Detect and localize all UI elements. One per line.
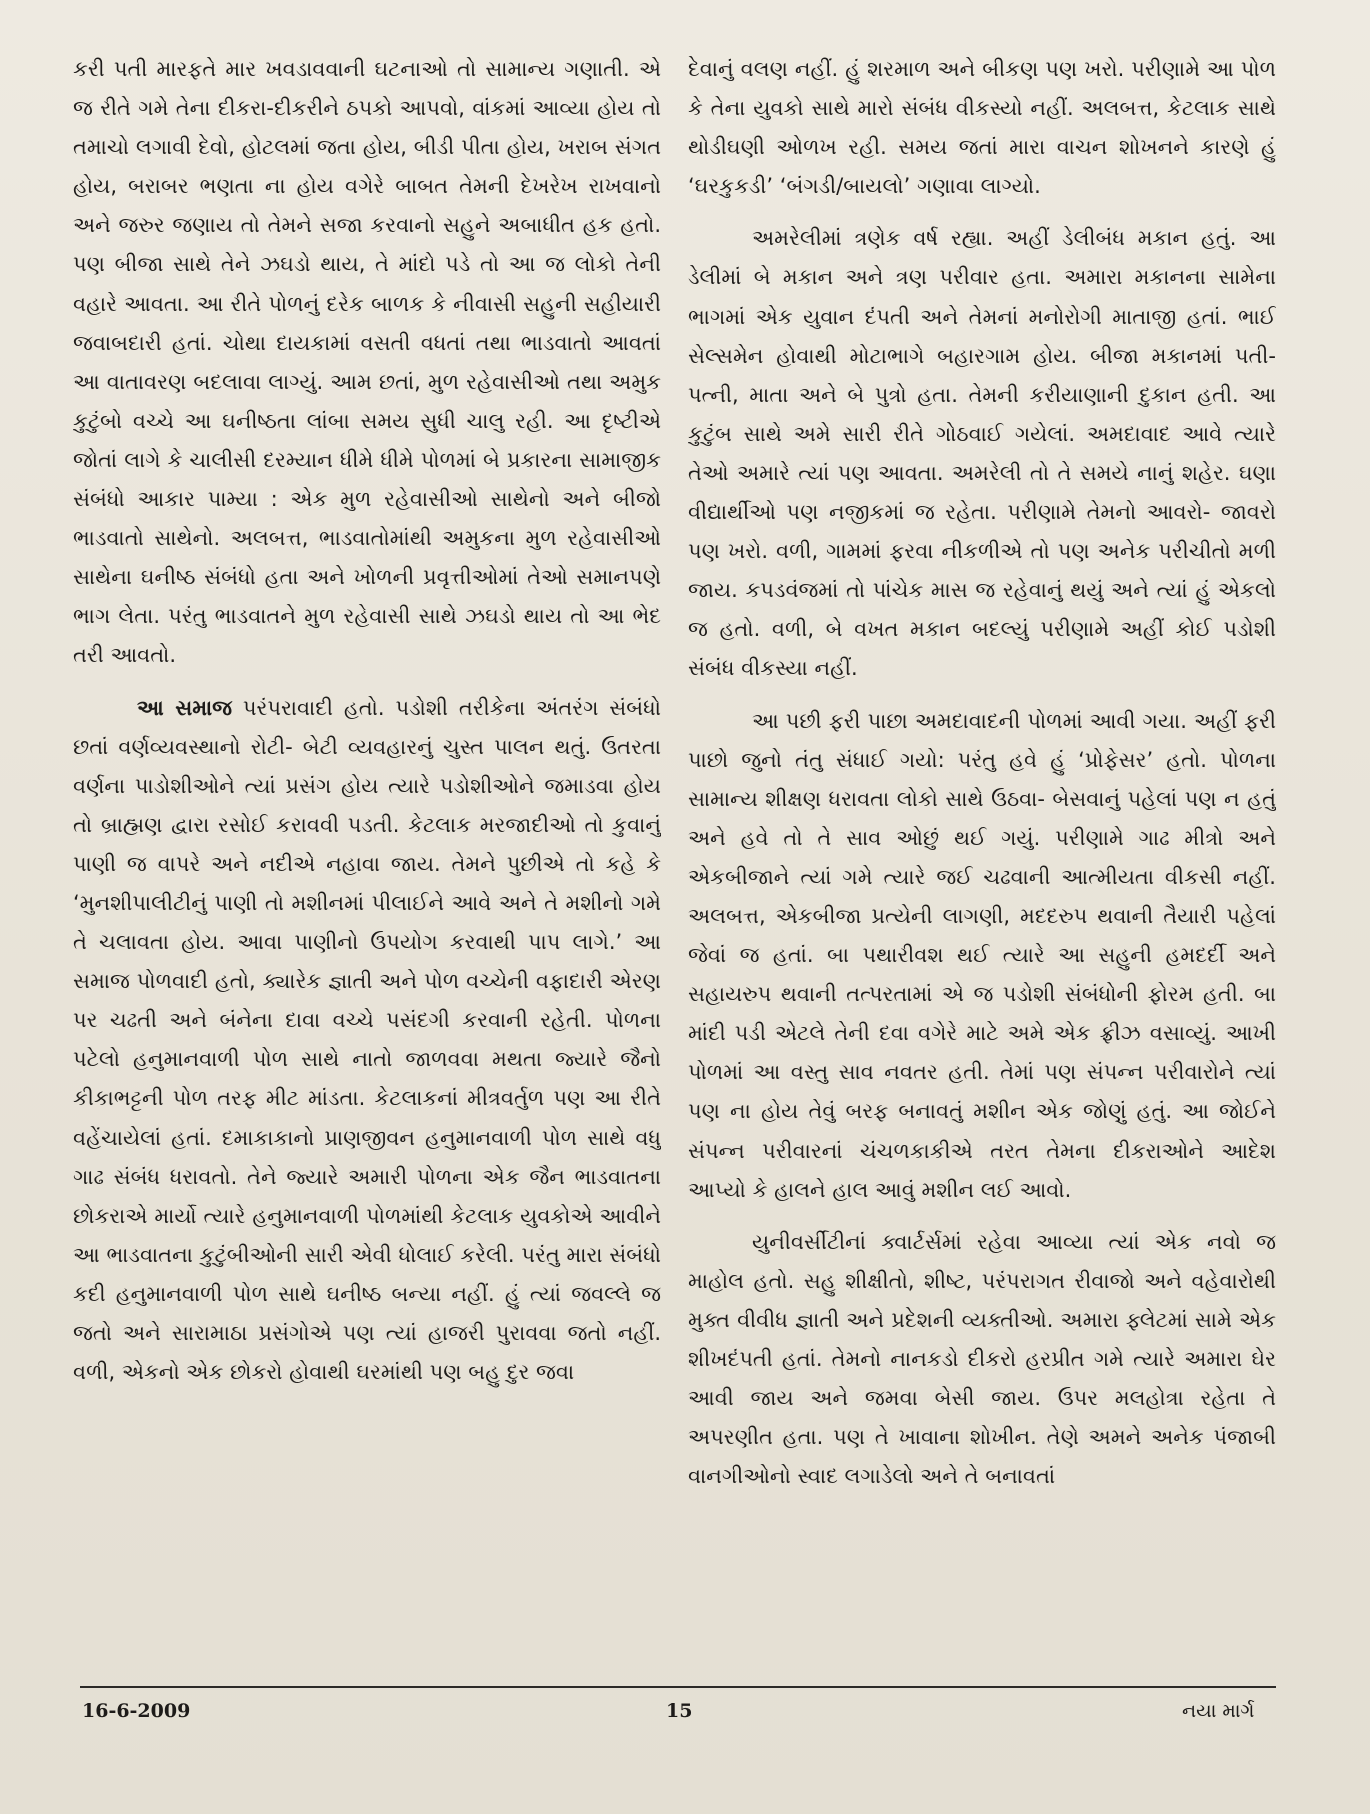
paragraph: યુનીવર્સીટીનાં ક્વાર્ટર્સમાં રહેવા આવ્યા ત્યાં એક નવો જ માહોલ હતો. સહુ શીક્ષીતો, શીષ્ટ, પરંપરાગત રીવાજો અને વહેવારોથી મુક્ત વીવીધ જ્ઞાતી અને પ્રદેશની વ્યક્તીઓ. અમારા ફ્લેટમાં સામે એક શીખદંપતી હતાં. તેમનો નાનકડો દીકરો હરપ્રીત ગમે ત્યારે અમારા ઘેર આવી જાય અને જમવા બેસી જાય. ઉપર મલહોત્રા રહેતા તે અપરણીત હતા. પણ તે ખાવાના શોખીન. તેણે અમને અનેક પંજાબી વાનગીઓનો સ્વાદ લગાડેલો અને તે બનાવતાં: [688, 1229, 1276, 1489]
footer-divider: [80, 1686, 1276, 1688]
paragraph-body: પરંપરાવાદી હતો. પડોશી તરીકેના અંતરંગ સંબંધો છતાં વર્ણવ્યવસ્થાનો રોટી- બેટી વ્યવહારનું ચુસ્ત પાલન થતું. ઉતરતા વર્ણના પાડોશીઓને ત્યાં પ્રસંગ હોય ત્યારે પડોશીઓને જમાડવા હોય તો બ્રાહ્મણ દ્વારા રસોઈ કરાવવી પડતી. કેટલાક મરજાદીઓ તો કુવાનું પાણી જ વાપરે અને નદીએ નહાવા જાય. તેમને પુછીએ તો કહે કે ‘મુનશીપાલીટીનું પાણી તો મશીનમાં પીલાઈને આવે અને તે મશીનો ગમે તે ચલાવતા હોય. આવા પાણીનો ઉપયોગ કરવાથી પાપ લાગે.’ આ સમાજ પોળવાદી હતો, ક્યારેક જ્ઞાતી અને પોળ વચ્ચેની વફાદારી એરણ પર ચઢતી અને બંનેના દાવા વચ્ચે પસંદગી કરવાની રહેતી. પોળના પટેલો હનુમાનવાળી પોળ સાથે નાતો જાળવવા મથતા જ્યારે જૈનો કીકાભટ્ટની પોળ તરફ મીટ માંડતા. કેટલાકનાં મીત્રવર્તુળ પણ આ રીતે વહેંચાયેલાં હતાં. દમાકાકાનો પ્રાણજીવન હનુમાનવાળી પોળ સાથે વધુ ગાઢ સંબંધ ધરાવતો. તેને જ્યારે અમારી પોળના એક જૈન ભાડવાતના છોકરાએ માર્યો ત્યારે હનુમાનવાળી પોળમાંથી કેટલાક યુવકોએ આવીને આ ભાડવાતના કુટુંબીઓની સારી એવી ધોલાઈ કરેલી. પરંતુ મારા સંબંધો કદી હનુમાનવાળી પોળ સાથે ઘનીષ્ઠ બન્યા નહીં. હું ત્યાં જવલ્લે જ જતો અને સારામાઠા પ્રસંગોએ પણ ત્યાં હાજરી પુરાવવા જતો નહીં. વળી, એકનો એક છોકરો હોવાથી ઘરમાંથી પણ બહુ દુર જવા: [73, 695, 661, 1385]
paragraph: આ પછી ફરી પાછા અમદાવાદની પોળમાં આવી ગયા. અહીં ફરી પાછો જુનો તંતુ સંધાઈ ગયો: પરંતુ હવે હું ‘પ્રોફેસર’ હતો. પોળના સામાન્ય શીક્ષણ ધરાવતા લોકો સાથે ઉઠવા- બેસવાનું પહેલાં પણ ન હતું અને હવે તો તે સાવ ઓછું થઈ ગયું. પરીણામે ગાઢ મીત્રો અને એકબીજાને ત્યાં ગમે ત્યારે જઈ ચઢવાની આત્મીયતા વીકસી નહીં. અલબત્ત, એકબીજા પ્રત્યેની લાગણી, મદદરુપ થવાની તૈયારી પહેલાં જેવાં જ હતાં. બા પથારીવશ થઈ ત્યારે આ સહુની હમદર્દી અને સહાયરુપ થવાની તત્પરતામાં એ જ પડોશી સંબંધોની ફોરમ હતી. બા માંદી પડી એટલે તેની દવા વગેરે માટે અમે એક ફ્રીઝ વસાવ્યું. આખી પોળમાં આ વસ્તુ સાવ નવતર હતી. તેમાં પણ સંપન્ન પરીવારોને ત્યાં પણ ના હોય તેવું બરફ બનાવતું મશીન એક જોણું હતું. આ જોઈને સંપન્ન પરીવારનાં ચંચળકાકીએ તરત તેમના દીકરાઓને આદેશ આપ્યો કે હાલને હાલ આવું મશીન લઈ આવો.: [688, 708, 1276, 1202]
publication-name: નયા માર્ગ: [1182, 1700, 1255, 1722]
paragraph: દેવાનું વલણ નહીં. હું શરમાળ અને બીકણ પણ ખરો. પરીણામે આ પોળ કે તેના યુવકો સાથે મારો સંબંધ વીકસ્યો નહીં. અલબત્ત, કેટલાક સાથે થોડીઘણી ઓળખ રહી. સમય જતાં મારા વાચન શોખનને કારણે હું ‘ઘરકુકડી’ ‘બંગડી/બાયલો’ ગણાવા લાગ્યો.: [688, 57, 1276, 199]
paragraph: [73, 689, 661, 1393]
page-number: 15: [666, 1700, 693, 1722]
paragraph: અમરેલીમાં ત્રણેક વર્ષ રહ્યા. અહીં ડેલીબંધ મકાન હતું. આ ડેલીમાં બે મકાન અને ત્રણ પરીવાર હતા. અમારા મકાનના સામેના ભાગમાં એક યુવાન દંપતી અને તેમનાં મનોરોગી માતાજી હતાં. ભાઈ સેલ્સમેન હોવાથી મોટાભાગે બહારગામ હોય. બીજા મકાનમાં પતી- પત્ની, માતા અને બે પુત્રો હતા. તેમની કરીયાણાની દુકાન હતી. આ કુટુંબ સાથે અમે સારી રીતે ગોઠવાઈ ગયેલાં. અમદાવાદ આવે ત્યારે તેઓ અમારે ત્યાં પણ આવતા. અમરેલી તો તે સમયે નાનું શહેર. ઘણા વીદ્યાર્થીઓ પણ નજીકમાં જ રહેતા. પરીણામે તેમનો આવરો- જાવરો પણ ખરો. વળી, ગામમાં ફરવા નીકળીએ તો પણ અનેક પરીચીતો મળી જાય. કપડવંજમાં તો પાંચેક માસ જ રહેવાનું થયું અને ત્યાં હું એકલો જ હતો. વળી, બે વખત મકાન બદલ્યું પરીણામે અહીં કોઈ પડોશી સંબંધ વીકસ્યા નહીં.: [688, 226, 1276, 681]
text-column-left: [73, 50, 661, 1392]
text-column-right: [688, 50, 1276, 1496]
paragraph: કરી પતી મારફતે માર ખવડાવવાની ઘટનાઓ તો સામાન્ય ગણાતી. એ જ રીતે ગમે તેના દીકરા-દીકરીને ઠપકો આપવો, વાંકમાં આવ્યા હોય તો તમાચો લગાવી દેવો, હોટલમાં જતા હોય, બીડી પીતા હોય, ખરાબ સંગત હોય, બરાબર ભણતા ના હોય વગેરે બાબત તેમની દેખરેખ રાખવાનો અને જરુર જણાય તો તેમને સજા કરવાનો સહુને અબાધીત હક હતો. પણ બીજા સાથે તેને ઝઘડો થાય, તે માંદો પડે તો આ જ લોકો તેની વહારે આવતા. આ રીતે પોળનું દરેક બાળક કે નીવાસી સહુની સહીયારી જવાબદારી હતાં. ચોથા દાયકામાં વસતી વધતાં તથા ભાડવાતો આવતાં આ વાતાવરણ બદલાવા લાગ્યું. આમ છતાં, મુળ રહેવાસીઓ તથા અમુક કુટુંબો વચ્ચે આ ઘનીષ્ઠતા લાંબા સમય સુધી ચાલુ રહી. આ દૃષ્ટીએ જોતાં લાગે કે ચાલીસી દરમ્યાન ધીમે ધીમે પોળમાં બે પ્રકારના સામાજીક સંબંધો આકાર પામ્યા : એક મુળ રહેવાસીઓ સાથેનો અને બીજો ભાડવાતો સાથેનો. અલબત્ત, ભાડવાતોમાંથી અમુકના મુળ રહેવાસીઓ સાથેના ઘનીષ્ઠ સંબંધો હતા અને ખોળની પ્રવૃત્તીઓમાં તેઓ સમાનપણે ભાગ લેતા. પરંતુ ભાડવાતને મુળ રહેવાસી સાથે ઝઘડો થાય તો આ ભેદ તરી આવતો.: [73, 57, 661, 668]
issue-date: 16-6-2009: [82, 1700, 191, 1722]
paragraph-lead: આ સમાજ: [137, 695, 233, 720]
